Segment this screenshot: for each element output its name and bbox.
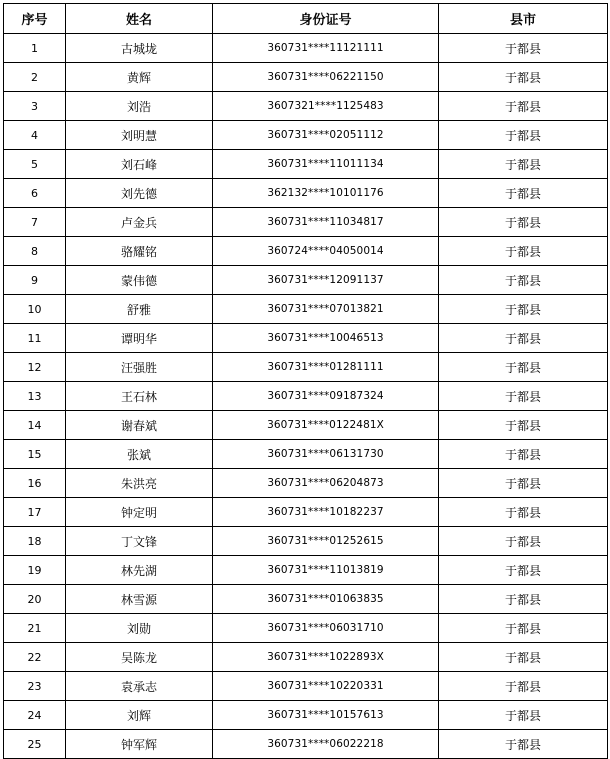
cell-seq: 25 — [4, 730, 66, 759]
cell-name: 王石林 — [66, 382, 213, 411]
table-row — [4, 440, 608, 469]
cell-name: 谢春斌 — [66, 411, 213, 440]
table-row — [4, 556, 608, 585]
table-row — [4, 498, 608, 527]
cell-seq: 4 — [4, 121, 66, 150]
cell-id-number: 360731****11011134 — [213, 150, 439, 179]
cell-seq: 13 — [4, 382, 66, 411]
table-row — [4, 295, 608, 324]
cell-seq: 9 — [4, 266, 66, 295]
table-row — [4, 150, 608, 179]
cell-county: 于都县 — [439, 179, 608, 208]
table-row — [4, 614, 608, 643]
cell-id-number: 360731****06031710 — [213, 614, 439, 643]
table-row — [4, 63, 608, 92]
cell-name: 朱洪亮 — [66, 469, 213, 498]
cell-name: 汪强胜 — [66, 353, 213, 382]
cell-name: 丁文锋 — [66, 527, 213, 556]
cell-name: 林雪源 — [66, 585, 213, 614]
cell-id-number: 362132****10101176 — [213, 179, 439, 208]
header-row — [4, 4, 608, 34]
cell-seq: 6 — [4, 179, 66, 208]
table-row — [4, 643, 608, 672]
cell-county: 于都县 — [439, 353, 608, 382]
table-row — [4, 469, 608, 498]
cell-county: 于都县 — [439, 63, 608, 92]
cell-id-number: 360731****11121111 — [213, 34, 439, 63]
cell-name: 谭明华 — [66, 324, 213, 353]
cell-county: 于都县 — [439, 411, 608, 440]
table-header — [4, 4, 608, 34]
cell-id-number: 3607321****1125483 — [213, 92, 439, 121]
cell-name: 刘辉 — [66, 701, 213, 730]
cell-name: 刘勋 — [66, 614, 213, 643]
cell-id-number: 360731****01063835 — [213, 585, 439, 614]
cell-seq: 7 — [4, 208, 66, 237]
cell-county: 于都县 — [439, 208, 608, 237]
cell-id-number: 360731****06131730 — [213, 440, 439, 469]
table-row — [4, 121, 608, 150]
table-row — [4, 353, 608, 382]
cell-name: 舒雅 — [66, 295, 213, 324]
cell-seq: 16 — [4, 469, 66, 498]
cell-name: 袁承志 — [66, 672, 213, 701]
cell-name: 蒙伟德 — [66, 266, 213, 295]
cell-county: 于都县 — [439, 440, 608, 469]
cell-name: 刘明慧 — [66, 121, 213, 150]
cell-seq: 20 — [4, 585, 66, 614]
cell-id-number: 360731****10157613 — [213, 701, 439, 730]
cell-county: 于都县 — [439, 643, 608, 672]
table-row — [4, 34, 608, 63]
cell-id-number: 360731****06204873 — [213, 469, 439, 498]
cell-id-number: 360731****11034817 — [213, 208, 439, 237]
cell-name: 钟军辉 — [66, 730, 213, 759]
cell-name: 黄辉 — [66, 63, 213, 92]
cell-id-number: 360731****12091137 — [213, 266, 439, 295]
cell-seq: 3 — [4, 92, 66, 121]
cell-id-number: 360731****02051112 — [213, 121, 439, 150]
cell-seq: 5 — [4, 150, 66, 179]
cell-seq: 24 — [4, 701, 66, 730]
table-row — [4, 527, 608, 556]
cell-name: 刘先德 — [66, 179, 213, 208]
cell-seq: 18 — [4, 527, 66, 556]
cell-id-number: 360731****10182237 — [213, 498, 439, 527]
table-body — [4, 34, 608, 759]
table-row — [4, 701, 608, 730]
cell-county: 于都县 — [439, 527, 608, 556]
table-row — [4, 324, 608, 353]
cell-county: 于都县 — [439, 237, 608, 266]
cell-county: 于都县 — [439, 672, 608, 701]
cell-id-number: 360731****09187324 — [213, 382, 439, 411]
cell-id-number: 360731****0122481X — [213, 411, 439, 440]
cell-seq: 14 — [4, 411, 66, 440]
cell-county: 于都县 — [439, 701, 608, 730]
cell-id-number: 360731****1022893X — [213, 643, 439, 672]
cell-id-number: 360731****01281111 — [213, 353, 439, 382]
cell-county: 于都县 — [439, 150, 608, 179]
cell-county: 于都县 — [439, 498, 608, 527]
cell-seq: 23 — [4, 672, 66, 701]
table-row — [4, 411, 608, 440]
cell-name: 钟定明 — [66, 498, 213, 527]
table-row — [4, 382, 608, 411]
cell-name: 刘石峰 — [66, 150, 213, 179]
cell-id-number: 360731****10220331 — [213, 672, 439, 701]
table-row — [4, 266, 608, 295]
cell-name: 古城垅 — [66, 34, 213, 63]
cell-county: 于都县 — [439, 614, 608, 643]
cell-seq: 2 — [4, 63, 66, 92]
cell-id-number: 360731****10046513 — [213, 324, 439, 353]
table-row — [4, 730, 608, 759]
cell-name: 骆耀铭 — [66, 237, 213, 266]
cell-seq: 11 — [4, 324, 66, 353]
cell-county: 于都县 — [439, 730, 608, 759]
cell-id-number: 360724****04050014 — [213, 237, 439, 266]
header-name: 姓名 — [66, 4, 213, 34]
table-row — [4, 237, 608, 266]
table-row — [4, 208, 608, 237]
header-id-number: 身份证号 — [213, 4, 439, 34]
cell-id-number: 360731****06022218 — [213, 730, 439, 759]
cell-id-number: 360731****07013821 — [213, 295, 439, 324]
cell-county: 于都县 — [439, 34, 608, 63]
cell-seq: 12 — [4, 353, 66, 382]
cell-name: 林先湖 — [66, 556, 213, 585]
cell-name: 吴陈龙 — [66, 643, 213, 672]
cell-county: 于都县 — [439, 266, 608, 295]
cell-county: 于都县 — [439, 92, 608, 121]
roster-table — [3, 3, 608, 759]
cell-seq: 19 — [4, 556, 66, 585]
cell-seq: 15 — [4, 440, 66, 469]
cell-county: 于都县 — [439, 556, 608, 585]
cell-name: 刘浩 — [66, 92, 213, 121]
cell-seq: 21 — [4, 614, 66, 643]
cell-id-number: 360731****11013819 — [213, 556, 439, 585]
cell-id-number: 360731****01252615 — [213, 527, 439, 556]
table-row — [4, 179, 608, 208]
cell-county: 于都县 — [439, 382, 608, 411]
cell-county: 于都县 — [439, 469, 608, 498]
table-row — [4, 585, 608, 614]
cell-seq: 8 — [4, 237, 66, 266]
cell-seq: 22 — [4, 643, 66, 672]
table-row — [4, 92, 608, 121]
cell-county: 于都县 — [439, 585, 608, 614]
cell-seq: 17 — [4, 498, 66, 527]
cell-name: 卢金兵 — [66, 208, 213, 237]
cell-seq: 10 — [4, 295, 66, 324]
cell-county: 于都县 — [439, 324, 608, 353]
header-seq: 序号 — [4, 4, 66, 34]
header-county: 县市 — [439, 4, 608, 34]
cell-id-number: 360731****06221150 — [213, 63, 439, 92]
cell-county: 于都县 — [439, 295, 608, 324]
cell-county: 于都县 — [439, 121, 608, 150]
table-row — [4, 672, 608, 701]
cell-seq: 1 — [4, 34, 66, 63]
cell-name: 张斌 — [66, 440, 213, 469]
